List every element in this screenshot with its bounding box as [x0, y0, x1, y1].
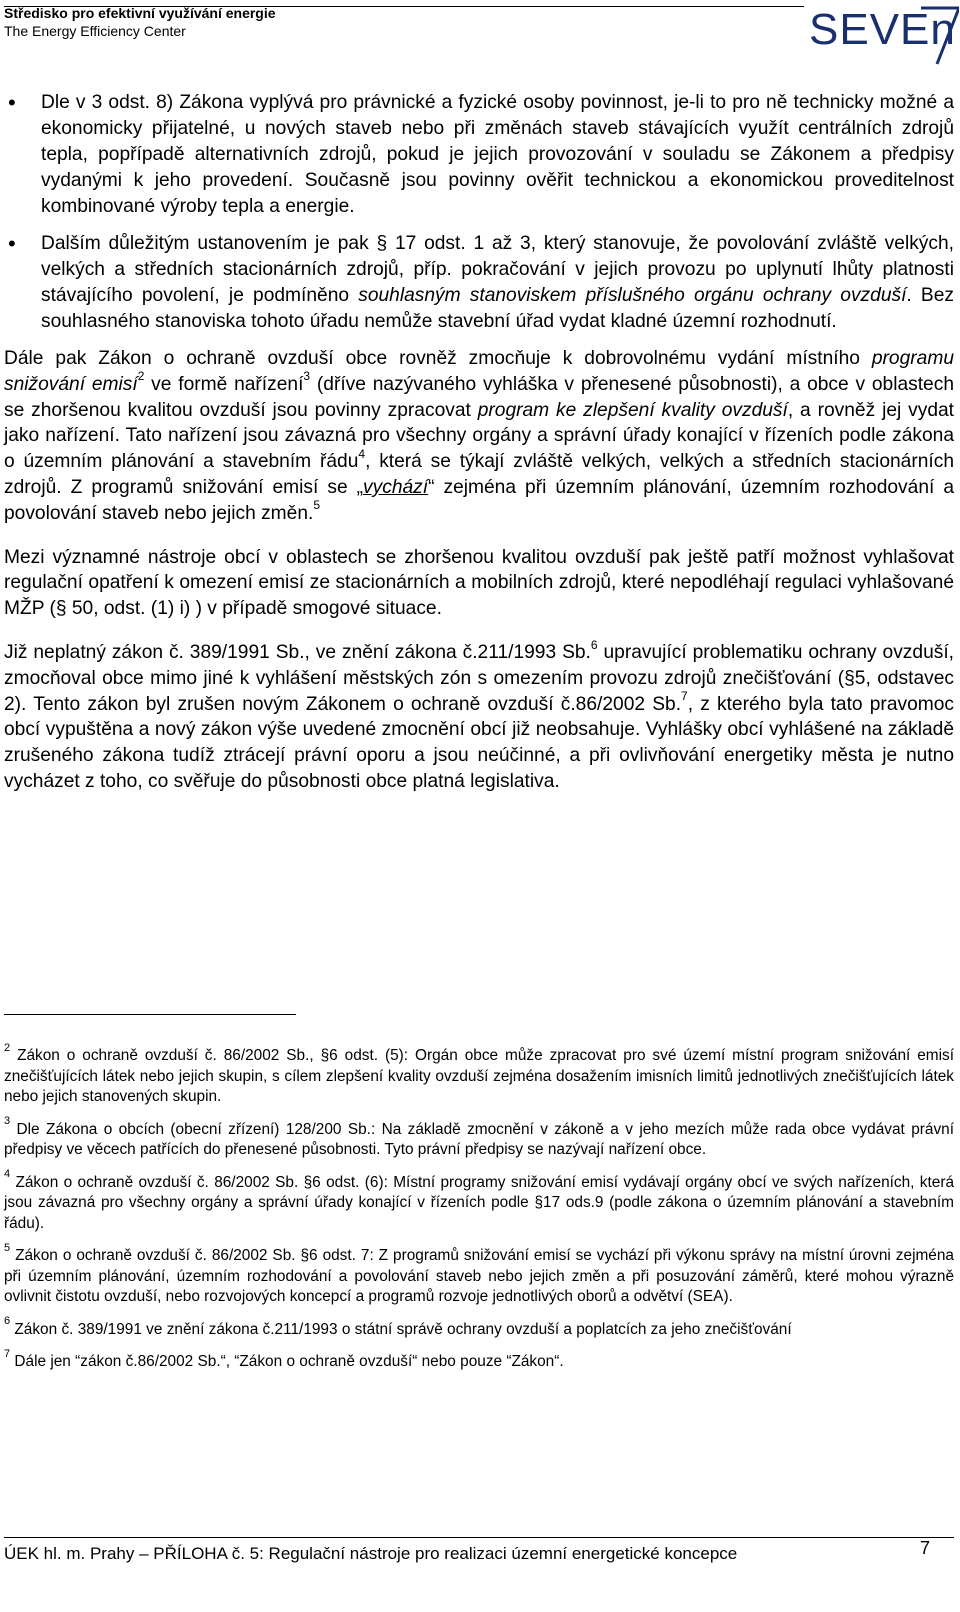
emphasis-text: programu snižování emisí [4, 348, 954, 395]
text-run: ve formě nařízení [144, 373, 304, 395]
seven-logo [809, 0, 959, 66]
bullet-item [4, 231, 954, 335]
text-run: , a rovněž jej vydat jako nařízení. Tato nařízení jsou závazná pro všechny orgány a správní úřady konající v řízeních podle zákona o územním plánování a stavebním řádu [4, 399, 955, 473]
text-run: . Bez souhlasného stanoviska tohoto úřadu nemůže stavební úřad vydat kladné územní rozhodnutí. [41, 285, 954, 332]
body-paragraph [4, 545, 954, 622]
footnote [4, 1241, 954, 1308]
footnote-text: Dále jen “zákon č.86/2002 Sb.“, “Zákon o ochraně ovzduší“ nebo pouze “Zákon“. [10, 1353, 564, 1370]
footnote-text: Zákon o ochraně ovzduší č. 86/2002 Sb., §6 odst. (5): Orgán obce může zpracovat pro své území místní program snižování emisí znečišťujících látek nebo jejich skupin, s cílem zlepšení kvality ovzduší zejména dosažením imisních limitů jednotlivých znečišťujících látek nebo jejich stanovených skupin. [4, 1047, 954, 1105]
footnote-ref: 3 [303, 369, 311, 384]
footnote [4, 1168, 954, 1235]
footnote-number: 2 [4, 1041, 11, 1054]
page-header [4, 0, 956, 70]
org-name-en: The Energy Efficiency Center [4, 23, 186, 39]
footnote-ref: 2 [137, 369, 145, 384]
underlined-text: vychází [363, 476, 429, 498]
footer-rule [4, 1537, 954, 1538]
text-run: , z kterého byla tato pravomoc obcí vypuštěna a nový zákon výše uvedené zmocnění obcí již neobsahuje. Vyhlášky obcí vyhlášené na základě zrušeného zákona tudíž ztrácejí právní oporu a jsou neúčinné, a při ovlivňování energetiky města je nutno vycházet z toho, co svěřuje do působnosti obce platná legislativa. [4, 693, 955, 792]
text-run: Již neplatný zákon č. 389/1991 Sb., ve znění zákona č.211/1993 Sb. [4, 641, 591, 663]
footnote-number: 4 [4, 1168, 11, 1181]
text-run: Dále pak Zákon o ochraně ovzduší obce rovněž zmocňuje k dobrovolnému vydání místního [4, 348, 872, 369]
footnotes [4, 1041, 954, 1385]
body-paragraph [4, 637, 955, 795]
page-number: 7 [919, 1538, 930, 1558]
bullet-item [4, 90, 954, 220]
footnote-text: Dle Zákona o obcích (obecní zřízení) 128/200 Sb.: Na základě zmocnění v zákoně a v jeho mezích může rada obce vydávat právní předpisy ve věcech patřících do přenesené působnosti. Tyto právní předpisy se nazývají nařízení obce. [4, 1120, 954, 1158]
text-run: , která se týkají zvláště velkých, velkých a středních stacionárních zdrojů. Z programů snižování emisí se „ [4, 451, 954, 498]
emphasis-text: program ke zlepšení kvality ovzduší [477, 399, 788, 421]
footnote [4, 1115, 954, 1161]
text-run: (dříve nazývaného vyhláška v přenesené působnosti), a obce v oblastech se zhoršenou kvalitou ovzduší jsou povinny zpracovat [4, 373, 954, 421]
footer-text: ÚEK hl. m. Prahy – PŘÍLOHA č. 5: Regulační nástroje pro realizaci územní energetické koncepce [4, 1544, 738, 1563]
footnote-separator [4, 1014, 296, 1015]
text-run: Dle v 3 odst. 8) Zákona vyplývá pro právnické a fyzické osoby povinnost, je-li to pro ně technicky možné a ekonomicky přijatelné, u nových staveb nebo při změnách staveb stávajících využít centrálních zdrojů tepla, popřípadě alternativních zdrojů, pokud je jejich provozování v souladu se Zákonem a předpisy vydanými k jeho provedení. Současně jsou povinny ověřit technickou a ekonomickou proveditelnost kombinované výroby tepla a energie. [41, 92, 954, 217]
footnote-number: 6 [4, 1315, 11, 1328]
footnote-number: 5 [4, 1241, 11, 1254]
footnote-number: 3 [4, 1115, 11, 1128]
footnote-ref: 4 [358, 446, 366, 461]
footnote-ref: 5 [313, 498, 321, 513]
text-run: “ zejména při územním plánování, územním rozhodování a povolování staveb nebo jejich změn. [4, 476, 955, 524]
footnote-number: 7 [4, 1347, 11, 1360]
footnote-text: Zákon č. 389/1991 ve znění zákona č.211/1993 o státní správě ochrany ovzduší a poplatcích za jeho znečišťování [10, 1320, 792, 1338]
text-run: Mezi významné nástroje obcí v oblastech se zhoršenou kvalitou ovzduší pak ještě patří možnost vyhlašovat regulační opatření k omezení emisí ze stacionárních a mobilních zdrojů, které nepodléhají regulaci vyhlašované MŽP (§ 50, odst. (1) i) ) v případě smogové situace. [4, 546, 954, 620]
text-run: Dalším důležitým ustanovením je pak § 17 odst. 1 až 3, který stanovuje, že povolování zvláště velkých, velkých a středních stacionárních zdrojů, příp. pokračování v jejich provozu po uplynutí lhůty platnosti stávajícího povolení, je podmíněno [41, 233, 954, 306]
body-paragraphs [4, 346, 954, 795]
footnote [4, 1315, 954, 1341]
main-content [4, 90, 954, 813]
footnote [4, 1347, 954, 1373]
footnote [4, 1041, 954, 1108]
emphasis-text: souhlasným stanoviskem příslušného orgánu ochrany ovzduší [358, 285, 907, 306]
bullet-list [4, 90, 954, 335]
footnote-text: Zákon o ochraně ovzduší č. 86/2002 Sb. §6 odst. 7: Z programů snižování emisí se vychází při výkonu správy na místní úrovni zejména při územním plánování, územním rozhodování a povolování staveb nebo jejich změn a při posuzování záměrů, které mohou výrazně ovlivnit čistotu ovzduší, nebo rozvojových koncepcí a programů rozvoje jednotlivých oborů a odvětví (SEA). [4, 1247, 954, 1305]
body-paragraph [4, 346, 954, 527]
footnote-ref: 7 [681, 689, 688, 704]
footnote-text: Zákon o ochraně ovzduší č. 86/2002 Sb. §6 odst. (6): Místní programy snižování emisí vydávají orgány obcí ve svých nařízeních, která jsou závazná pro všechny orgány a správní úřady konající v řízeních podle §17 ods.9 (podle zákona o územním plánování a stavebním řádu). [4, 1173, 954, 1232]
text-run: upravující problematiku ochrany ovzduší, zmocňoval obce mimo jiné k vyhlášení městských zón s omezením provozu zdrojů znečišťování (§5, odstavec 2). Tento zákon byl zrušen novým Zákonem o ochraně ovzduší č.86/2002 Sb. [4, 641, 954, 715]
org-name: Středisko pro efektivní využívání energie [4, 5, 276, 21]
logo-text: SEVEn [809, 5, 956, 54]
footnote-ref: 6 [590, 637, 598, 652]
